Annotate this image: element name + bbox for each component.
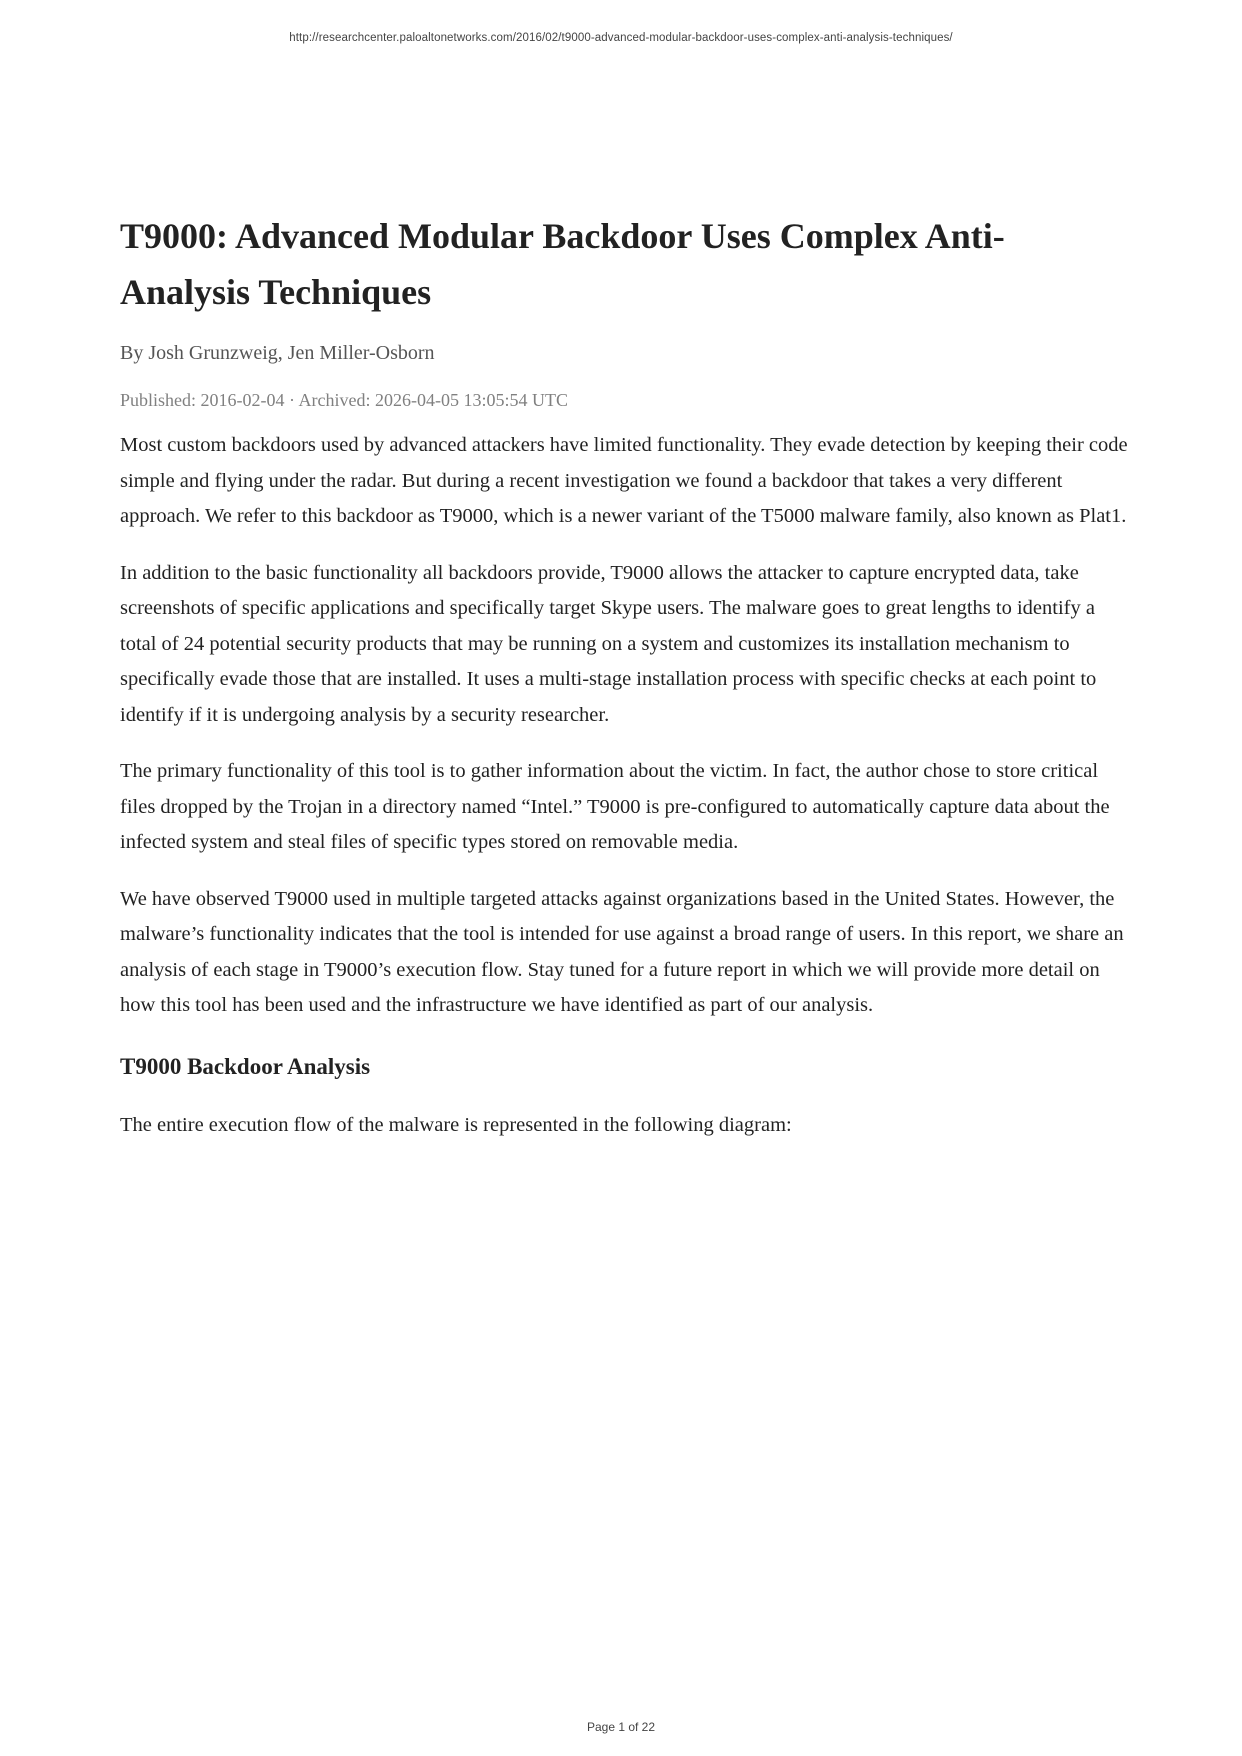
article	[120, 208, 1130, 1164]
article-paragraph-4: We have observed T9000 used in multiple targeted attacks against organizations based in the United States. However, the malware’s functionality indicates that the tool is intended for use against a broad range of users. In this report, we share an analysis of each stage in T9000’s execution flow. Stay tuned for a future report in which we will provide more detail on how this tool has been used and the infrastructure we have identified as part of our analysis.	[120, 887, 1124, 1016]
article-meta: Published: 2016-02-04 · Archived: 2026-04-05 13:05:54 UTC	[120, 390, 568, 410]
article-paragraph-3: The primary functionality of this tool is to gather information about the victim. In fact, the author chose to store critical files dropped by the Trojan in a directory named “Intel.” T9000 is pre-configured to automatically capture data about the infected system and steal files of specific types stored on removable media.	[120, 760, 1110, 853]
article-paragraph-1: Most custom backdoors used by advanced attackers have limited functionality. They evade detection by keeping their code simple and flying under the radar. But during a recent investigation we found a backdoor that takes a very different approach. We refer to this backdoor as T9000, which is a newer variant of the T5000 malware family, also known as Plat1.	[120, 434, 1128, 527]
article-paragraph-2: In addition to the basic functionality all backdoors provide, T9000 allows the attacker to capture encrypted data, take screenshots of specific applications and specifically target Skype users. The malware goes to great lengths to identify a total of 24 potential security products that may be running on a system and customizes its installation mechanism to specifically evade those that are installed. It uses a multi-stage installation process with specific checks at each point to identify if it is undergoing analysis by a security researcher.	[120, 561, 1097, 726]
page-number: Page 1 of 22	[586, 1720, 656, 1734]
section-heading: T9000 Backdoor Analysis	[120, 1053, 371, 1079]
article-byline: By Josh Grunzweig, Jen Miller-Osborn	[120, 342, 435, 364]
section-paragraph: The entire execution flow of the malware is represented in the following diagram:	[120, 1113, 792, 1136]
article-title: T9000: Advanced Modular Backdoor Uses Complex Anti-Analysis Techniques	[120, 216, 1005, 312]
page-url: http://researchcenter.paloaltonetworks.com/2016/02/t9000-advanced-modular-backdoor-uses-complex-anti-analysis-techniques/	[289, 32, 953, 44]
